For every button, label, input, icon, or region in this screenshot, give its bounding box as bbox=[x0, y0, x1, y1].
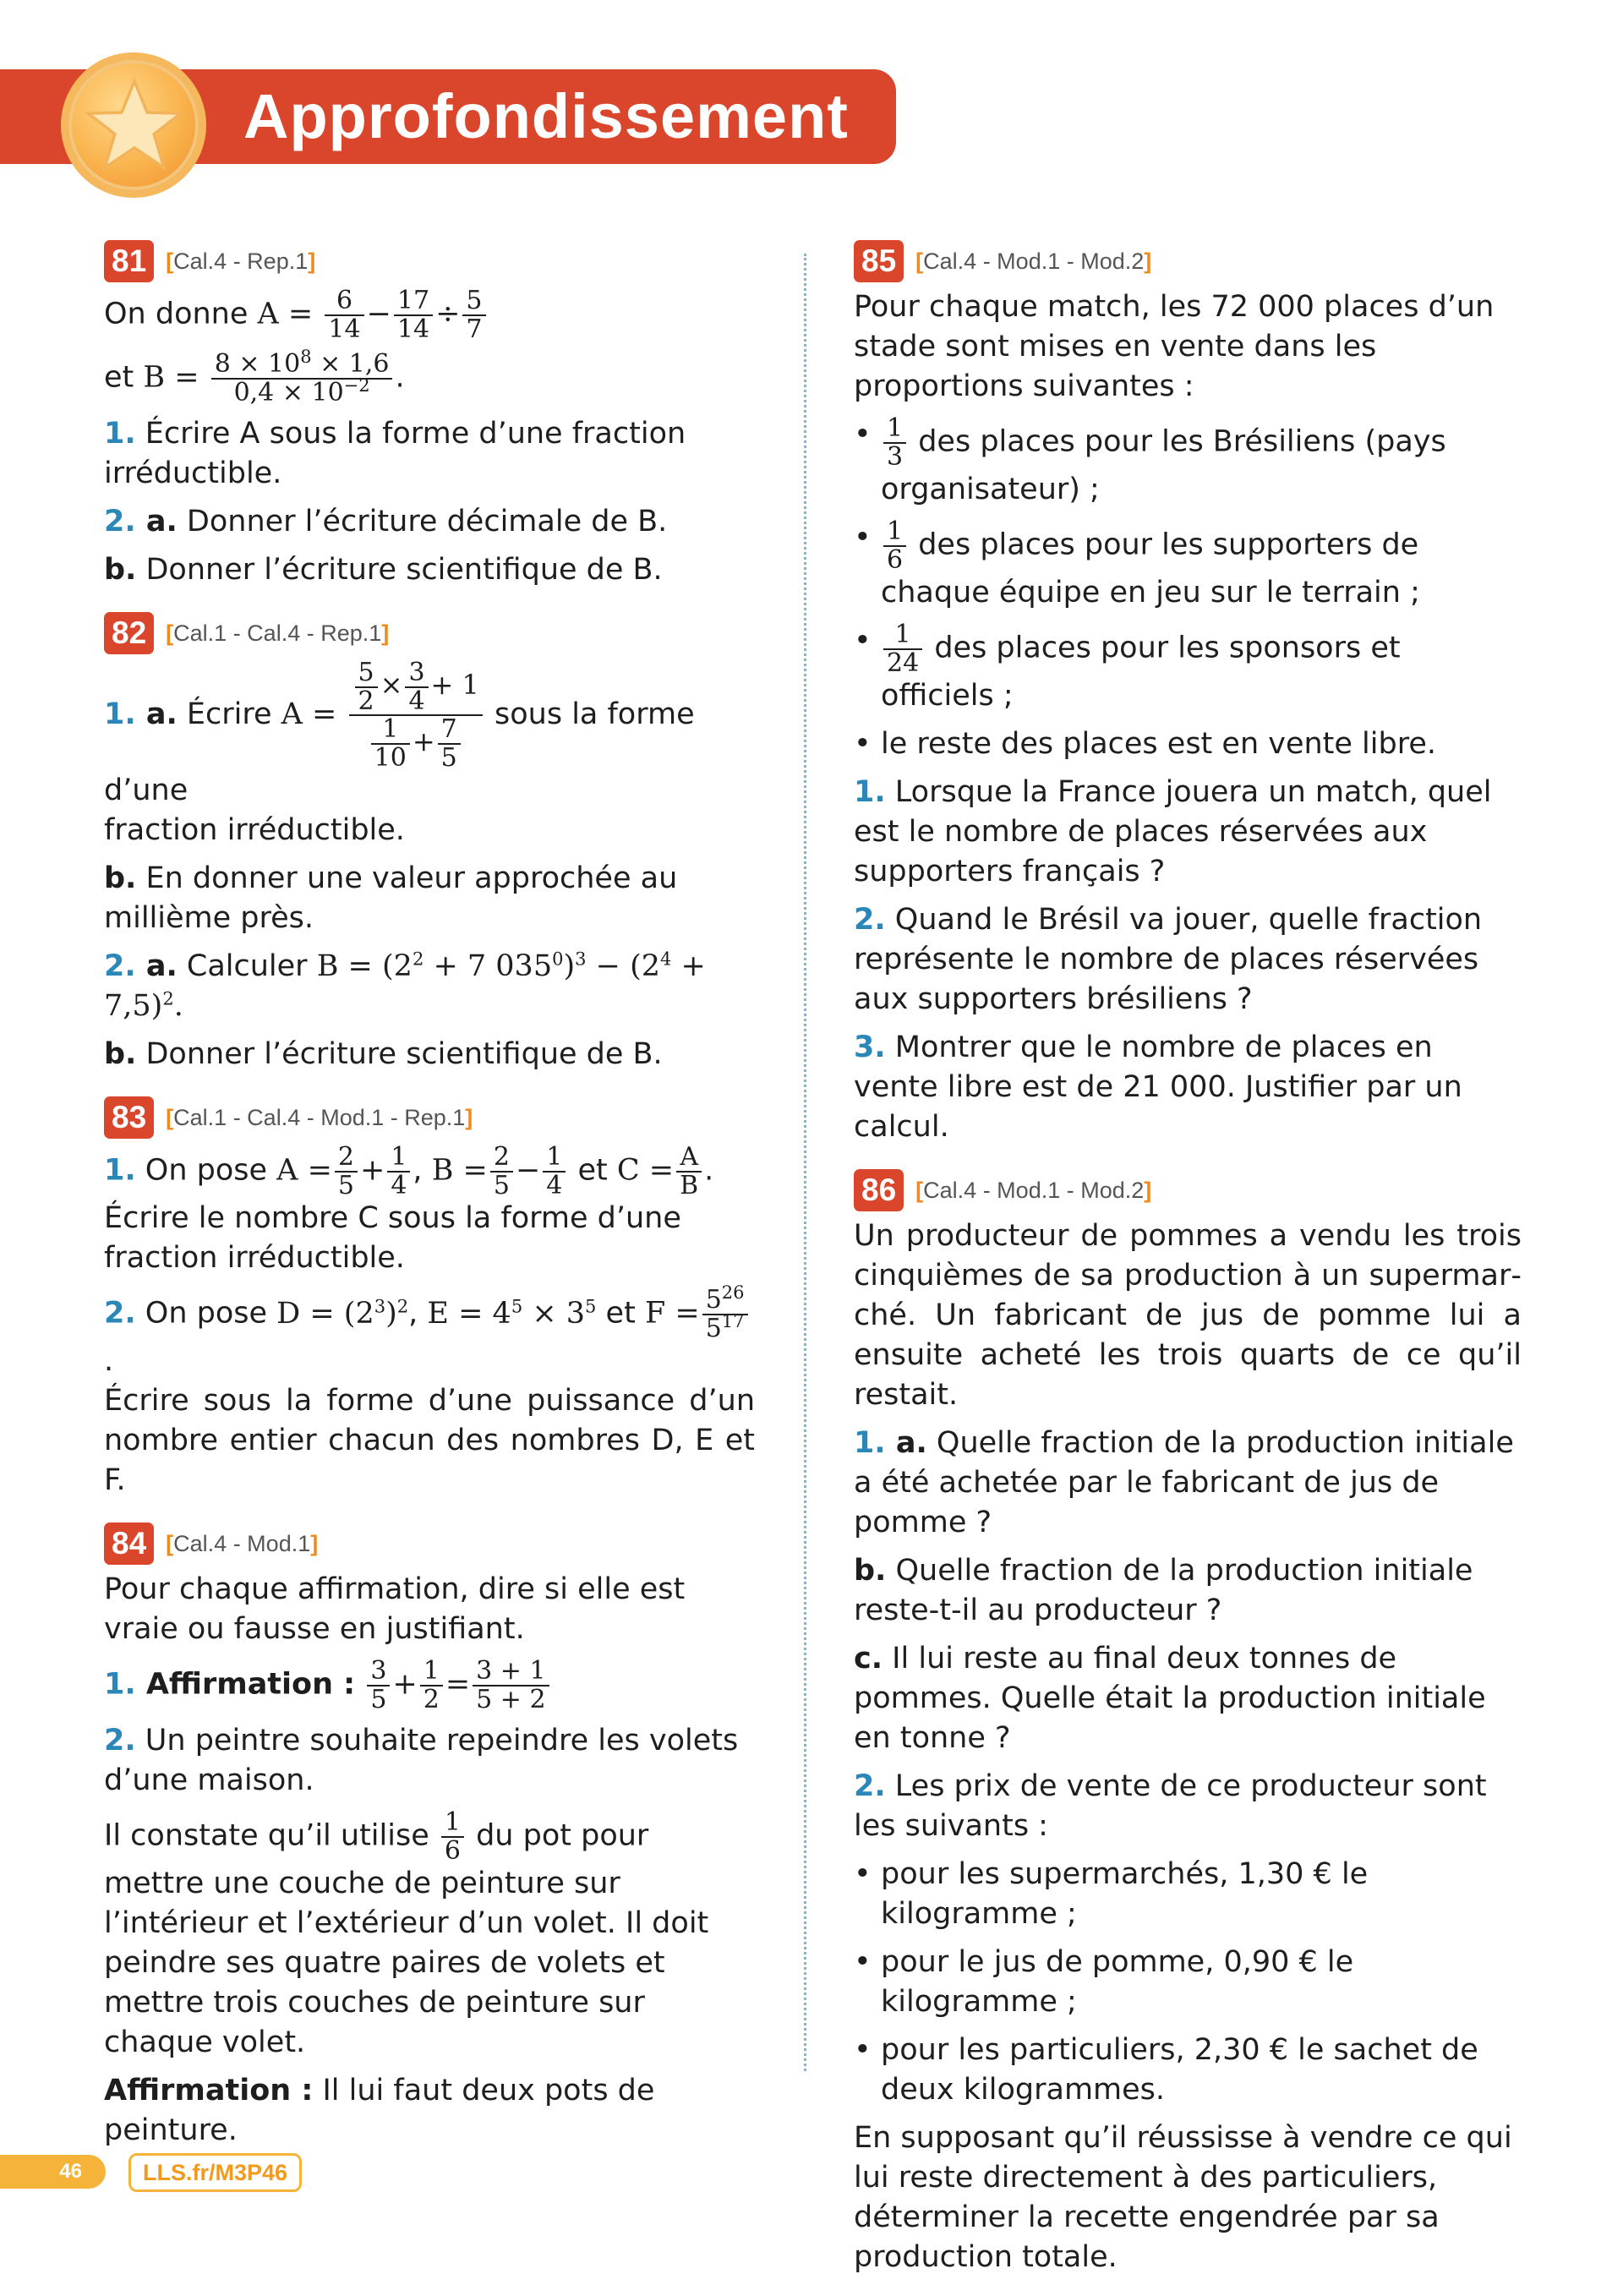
exercise-ref: [Cal.4 - Mod.1] bbox=[166, 1530, 319, 1556]
list-item: • le reste des places est en vente libre. bbox=[854, 724, 1522, 764]
list-item: • $\frac{1}{6}$ des places pour les supporters de chaque équipe en jeu sur le terrain ; bbox=[854, 518, 1522, 613]
exercise-81 bbox=[104, 237, 755, 590]
star-badge bbox=[61, 52, 206, 198]
intro: Pour chaque match, les 72 000 places d’un stade sont mises en vente dans les proportions suivantes : bbox=[854, 290, 1495, 403]
right-column bbox=[854, 237, 1522, 2296]
question-2a: 2. a. Donner l’écriture décimale de B. bbox=[104, 505, 668, 538]
intro: Un producteur de pommes a vendu les trois cinquièmes de sa production à un supermarché. Un fabricant de jus de pomme lui a ensuite acheté les trois quarts de ce qu’il restait. bbox=[854, 1219, 1522, 1412]
intro: Pour chaque affirmation, dire si elle est vraie ou fausse en justifiant. bbox=[104, 1572, 686, 1646]
question-1a-end: fraction irréductible. bbox=[104, 813, 405, 847]
exercise-number: 83 bbox=[104, 1096, 154, 1139]
question-1: 1. On pose A = $\frac{2}{5}$ + $\frac{1}{4}$ , B = $\frac{2}{5}$ − $\frac{1}{4}$ et C = $\frac{A}{B}$ . bbox=[104, 1142, 714, 1200]
left-column bbox=[104, 237, 755, 2169]
exercise-86 bbox=[854, 1166, 1522, 2277]
question-1: 1. Affirmation : $\frac{3}{5}$ + $\frac{1}{2}$ = $\frac{3 + 1}{5 + 2}$ bbox=[104, 1658, 755, 1713]
exercise-ref: [Cal.4 - Mod.1 - Mod.2] bbox=[915, 1177, 1152, 1203]
list-item: • pour les supermarchés, 1,30 € le kilogramme ; bbox=[854, 1855, 1522, 1934]
list-item: • pour le jus de pomme, 0,90 € le kilogramme ; bbox=[854, 1943, 1522, 2022]
question-2b: b. Donner l’écriture scientifique de B. bbox=[104, 553, 663, 587]
exercise-number: 82 bbox=[104, 612, 154, 654]
question-2: 2. Quand le Brésil va jouer, quelle fraction représente le nombre de places réservées aux supporters brésiliens ? bbox=[854, 903, 1483, 1016]
question-1-text: Écrire le nombre C sous la forme d’une fraction irréductible. bbox=[104, 1201, 681, 1275]
prices-list bbox=[854, 1855, 1522, 2110]
exercise-ref: [Cal.4 - Rep.1] bbox=[166, 248, 316, 274]
question-1: 1. Écrire A sous la forme d’une fraction irréductible. bbox=[104, 417, 686, 490]
proportions-list bbox=[854, 415, 1522, 764]
exercise-ref: [Cal.1 - Cal.4 - Mod.1 - Rep.1] bbox=[166, 1104, 473, 1130]
exercise-number: 81 bbox=[104, 240, 154, 282]
exercise-85 bbox=[854, 237, 1522, 1147]
question-1: 1. Lorsque la France jouera un match, quel est le nombre de places réservées aux supporters français ? bbox=[854, 775, 1492, 888]
question-2b: b. Donner l’écriture scientifique de B. bbox=[104, 1037, 663, 1071]
question-3: 3. Montrer que le nombre de places en vente libre est de 21 000. Justifier par un calcul. bbox=[854, 1030, 1462, 1144]
list-item: • $\frac{1}{3}$ des places pour les Brésiliens (pays organisateur) ; bbox=[854, 415, 1522, 510]
list-item: • $\frac{1}{24}$ des places pour les sponsors et officiels ; bbox=[854, 621, 1522, 716]
list-item: • pour les particuliers, 2,30 € le sachet de deux kilogrammes. bbox=[854, 2031, 1522, 2110]
affirmation: Affirmation : Il lui faut deux pots de peinture. bbox=[104, 2074, 655, 2147]
page-number: 46 bbox=[0, 2155, 106, 2189]
exercise-number: 84 bbox=[104, 1522, 154, 1565]
exercise-84 bbox=[104, 1519, 755, 2151]
compound-fraction: $\frac{5}{2}$ × $\frac{3}{4}$ + 1 $\frac{1}{10}$ + $\frac{7}{5}$ bbox=[349, 659, 483, 771]
exercise-83 bbox=[104, 1093, 755, 1501]
page-title: Approfondissement bbox=[243, 81, 849, 151]
question-2-detail: Il constate qu’il utilise $\frac{1}{6}$ du pot pour mettre une couche de peinture sur l’intérieur et l’extérieur d’un volet. Il doit peindre ses quatre paires de volets et mettre trois couches de peinture sur chaque volet. bbox=[104, 1807, 709, 2059]
question-1b: b. En donner une valeur approchée au millième près. bbox=[104, 861, 678, 935]
exercise-ref: [Cal.1 - Cal.4 - Rep.1] bbox=[166, 620, 390, 646]
question-2a: 2. a. Calculer $B = (2^2 + 7$ $035^0)^3 - (2^4 + 7,5)^2$. bbox=[104, 948, 706, 1023]
exercise-number: 86 bbox=[854, 1169, 904, 1211]
given-B: et B = $\frac{8 \times 10^8 \times 1,6}{0,4 \times 10^{-2}}$ . bbox=[104, 347, 405, 407]
conclusion: En supposant qu’il réussisse à vendre ce qui lui reste directement à des particuliers, déterminer la recette engendrée par sa production totale. bbox=[854, 2121, 1512, 2274]
question-2: 2. Les prix de vente de ce producteur sont les suivants : bbox=[854, 1769, 1487, 1843]
exercise-ref: [Cal.4 - Mod.1 - Mod.2] bbox=[915, 248, 1152, 274]
question-2: 2. On pose $D = (2^3)^2$, $E = 4^5 \times 3^5$ et F = $\frac{5^{26}}{5^{17}}$ . bbox=[104, 1287, 755, 1381]
lls-link[interactable]: LLS.fr/M3P46 bbox=[128, 2153, 302, 2192]
question-2: 2. Un peintre souhaite repeindre les volets d’une maison. bbox=[104, 1724, 739, 1797]
question-1c: c. Il lui reste au final deux tonnes de pommes. Quelle était la production initiale en tonne ? bbox=[854, 1642, 1486, 1755]
exercise-82 bbox=[104, 609, 755, 1074]
exercise-number: 85 bbox=[854, 240, 904, 282]
star-icon bbox=[85, 75, 183, 173]
question-1a: 1. a. Quelle fraction de la production initiale a été achetée par le fabricant de jus de pomme ? bbox=[854, 1426, 1514, 1539]
question-2-text: Écrire sous la forme d’une puissance d’un nombre entier chacun des nombres D, E et F. bbox=[104, 1384, 755, 1497]
given-A: On donne A = $\frac{6}{14}$ − $\frac{17}{14}$ ÷ $\frac{5}{7}$ bbox=[104, 287, 755, 342]
column-divider bbox=[804, 254, 806, 2071]
question-1a: 1. a. Écrire A = $\frac{5}{2}$ × $\frac{3}{4}$ + 1 $\frac{1}{10}$ + $\frac{7}{5}$ sous la forme d’une bbox=[104, 658, 695, 807]
question-1b: b. Quelle fraction de la production initiale reste-t-il au producteur ? bbox=[854, 1554, 1473, 1627]
